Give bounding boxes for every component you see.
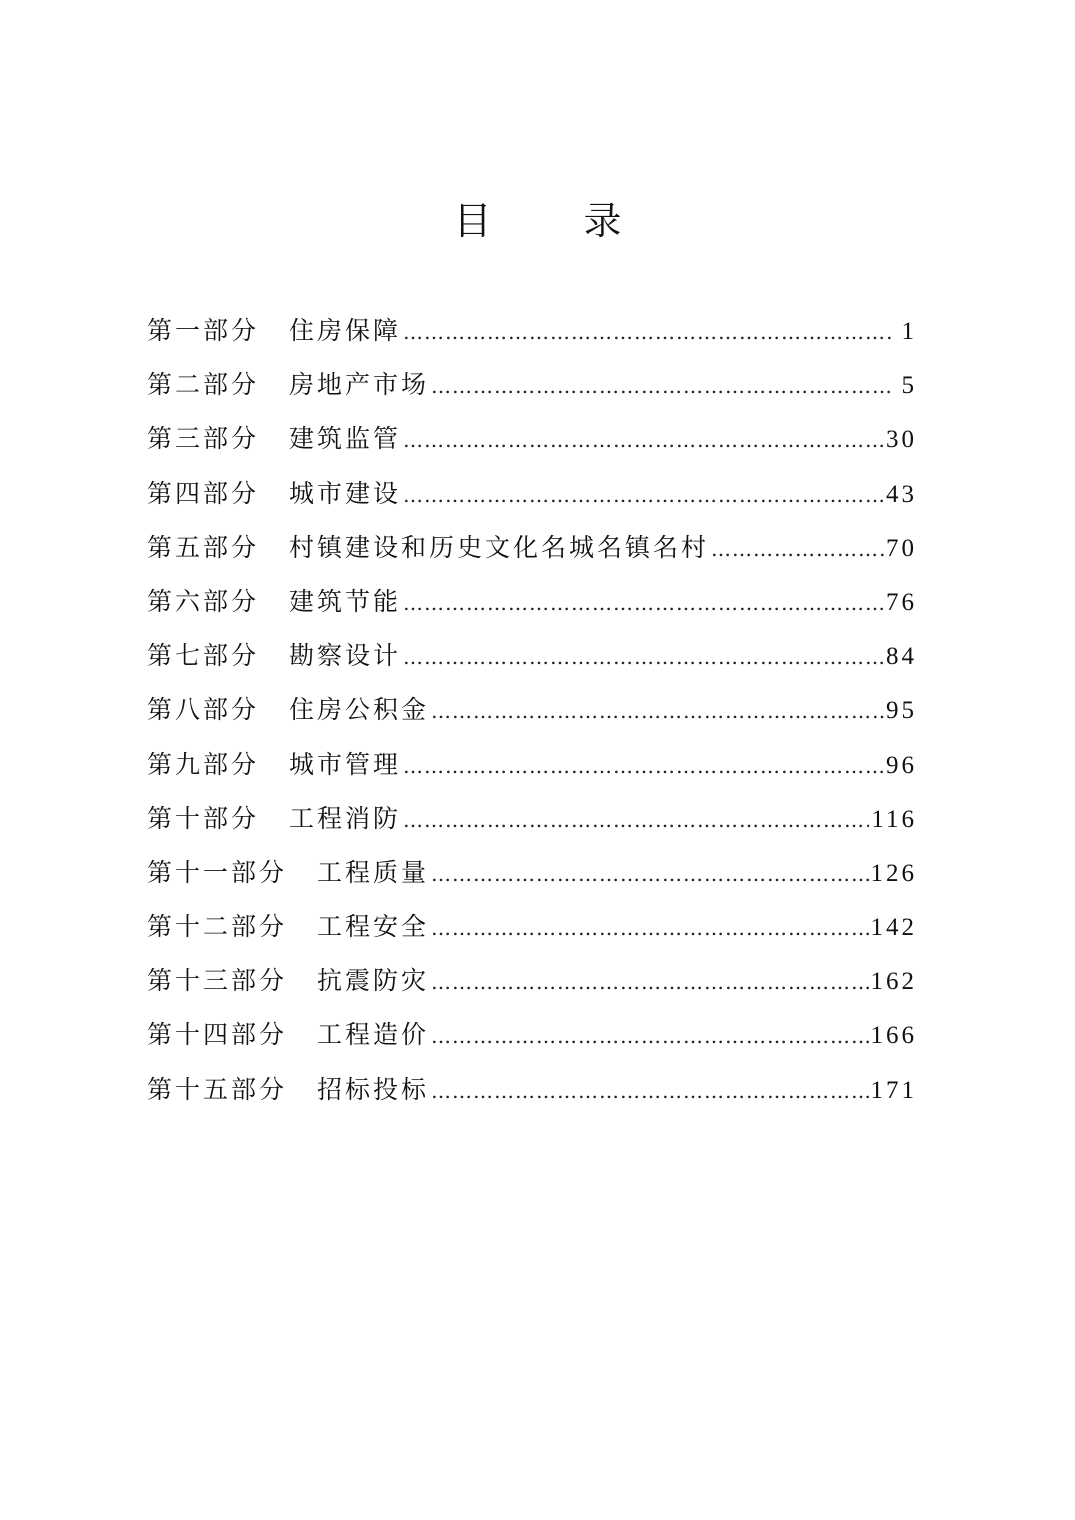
toc-part-label: 第十五部分 [147,1074,288,1104]
toc-part-label: 第七部分 [147,641,260,671]
toc-section-name: 村镇建设和历史文化名城名镇名村 [289,532,710,562]
toc-page-number: 142 [870,914,917,942]
toc-entry-1[interactable] [147,304,917,358]
toc-section-name: 住房公积金 [289,695,430,725]
dot-leader [403,793,869,846]
toc-entry-3[interactable] [147,412,917,466]
toc-page-number: 76 [886,588,917,616]
toc-page-number: 43 [886,480,917,508]
toc-part-label: 第十二部分 [147,912,288,942]
toc-page-number: 116 [871,805,917,833]
toc-part-label: 第五部分 [147,532,260,562]
dot-leader [403,468,884,521]
toc-part-label: 第二部分 [147,370,260,400]
dot-leader [403,305,891,358]
toc-page-number: 166 [870,1022,917,1050]
toc-part-label: 第九部分 [147,749,260,779]
toc-part-label: 第十三部分 [147,966,288,996]
toc-section-name: 建筑监管 [289,424,402,454]
toc-section-name: 房地产市场 [289,370,430,400]
toc-section-name: 住房保障 [289,316,402,345]
toc-entry-12[interactable] [147,900,917,954]
toc-section-name: 工程造价 [317,1020,430,1050]
toc-entry-7[interactable] [147,629,917,683]
dot-leader [431,1009,868,1062]
dot-leader [711,522,884,575]
dot-leader [431,955,868,1008]
toc-section-name: 招标投标 [317,1074,430,1104]
toc-entry-10[interactable] [147,792,917,846]
toc-page-number: 5 [901,372,917,400]
toc-section-name: 工程质量 [317,857,430,887]
toc-entry-5[interactable] [147,521,917,575]
toc-section-name: 抗震防灾 [317,966,430,996]
toc-entry-2[interactable] [147,358,917,412]
toc-page-number: 1 [901,318,917,345]
toc-entry-13[interactable] [147,954,917,1008]
toc-page-number: 126 [870,859,917,887]
toc-page-number: 171 [870,1076,917,1104]
toc-part-label: 第三部分 [147,424,260,454]
toc-part-label: 第十一部分 [147,857,288,887]
toc-page-number: 96 [886,751,917,779]
toc-entry-8[interactable] [147,683,917,737]
dot-leader [403,630,884,683]
toc-page-number: 84 [886,643,917,671]
dot-leader [431,901,868,954]
toc-page-number: 70 [886,534,917,562]
dot-leader [431,847,868,900]
dot-leader [431,684,884,737]
toc-section-name: 城市管理 [289,749,402,779]
toc-part-label: 第十部分 [147,803,260,833]
toc-entry-14[interactable] [147,1008,917,1062]
toc-section-name: 工程安全 [317,912,430,942]
toc-part-label: 第十四部分 [147,1020,288,1050]
toc-page-number: 30 [886,426,917,454]
toc-section-name: 城市建设 [289,478,402,508]
toc-entry-9[interactable] [147,738,917,792]
toc-part-label: 第六部分 [147,586,260,616]
toc-part-label: 第四部分 [147,478,260,508]
toc-section-name: 勘察设计 [289,641,402,671]
toc-entry-15[interactable] [147,1063,917,1117]
toc-page-number: 162 [870,968,917,996]
toc-part-label: 第八部分 [147,695,260,725]
table-of-contents [147,304,917,1117]
dot-leader [403,413,884,466]
toc-part-label: 第一部分 [147,316,260,345]
dot-leader [403,576,884,629]
toc-entry-4[interactable] [147,467,917,521]
page-title: 目 录 [453,199,662,243]
toc-section-name: 工程消防 [289,803,402,833]
dot-leader [431,359,891,412]
toc-entry-11[interactable] [147,846,917,900]
toc-entry-6[interactable] [147,575,917,629]
toc-page-number: 95 [886,697,917,725]
dot-leader [403,739,884,792]
dot-leader [431,1064,868,1117]
toc-section-name: 建筑节能 [289,586,402,616]
